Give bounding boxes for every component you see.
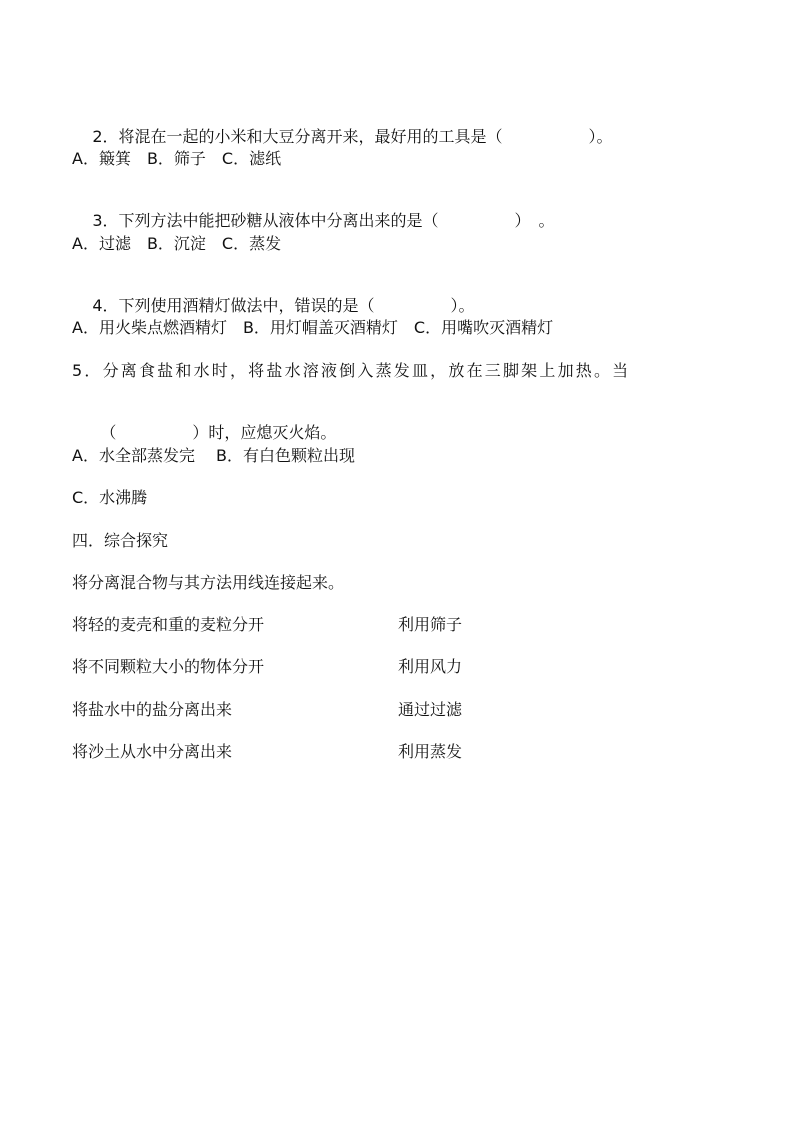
question-5-stem-open: （ — [100, 423, 117, 442]
section-4-title: 四．综合探究 — [72, 531, 169, 550]
match-left-item-2: 将不同颗粒大小的物体分开 — [72, 657, 265, 676]
question-3-options: A．过滤 B．沉淀 C．蒸发 — [72, 234, 282, 253]
match-right-item-3: 通过过滤 — [398, 700, 463, 719]
question-2-options: A．簸箕 B．筛子 C．滤纸 — [72, 149, 282, 168]
section-4-instruction: 将分离混合物与其方法用线连接起来。 — [72, 573, 345, 592]
question-5-stem-line-1: 5．分离食盐和水时，将盐水溶液倒入蒸发皿，放在三脚架上加热。当 — [72, 361, 631, 380]
match-right-item-4: 利用蒸发 — [398, 742, 463, 761]
question-3-answer-blank — [439, 225, 515, 226]
question-2-stem-text: 2．将混在一起的小米和大豆分离开来，最好用的工具是（ — [92, 127, 503, 146]
match-left-item-1: 将轻的麦壳和重的麦粒分开 — [72, 615, 265, 634]
match-left-item-3: 将盐水中的盐分离出来 — [72, 700, 233, 719]
question-4-stem-end: ）。 — [450, 296, 475, 315]
match-right-item-2: 利用风力 — [398, 657, 463, 676]
question-4-options: A．用火柴点燃酒精灯 B．用灯帽盖灭酒精灯 C．用嘴吹灭酒精灯 — [72, 318, 554, 337]
question-2-answer-blank — [503, 141, 589, 142]
question-3-stem-text: 3．下列方法中能把砂糖从液体中分离出来的是（ — [92, 211, 439, 230]
question-2-stem-end: ）。 — [588, 127, 613, 146]
match-right-item-1: 利用筛子 — [398, 615, 463, 634]
question-5-options-line-2: C．水沸腾 — [72, 488, 148, 507]
match-left-item-4: 将沙土从水中分离出来 — [72, 742, 233, 761]
question-4-stem-text: 4．下列使用酒精灯做法中，错误的是（ — [92, 296, 375, 315]
question-5-options-line-1: A．水全部蒸发完 B．有白色颗粒出现 — [72, 446, 356, 465]
question-5-answer-blank — [116, 437, 192, 438]
question-3-stem-end: ） 。 — [514, 211, 555, 230]
question-5-stem-end: ）时，应熄灭火焰。 — [192, 423, 337, 442]
question-4-answer-blank — [375, 310, 451, 311]
